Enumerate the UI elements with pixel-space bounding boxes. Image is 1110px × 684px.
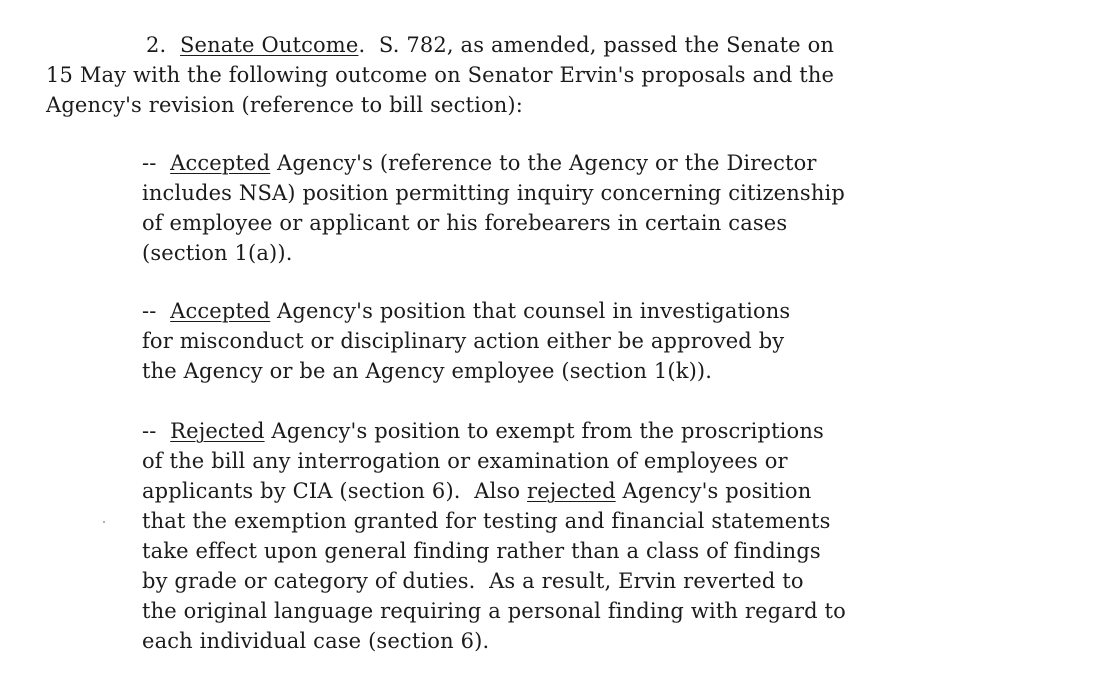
outcome-item-citizenship: [142, 148, 1042, 268]
outcome-item-counsel: [142, 296, 1042, 386]
item-line: each individual case (section 6).: [142, 629, 490, 653]
scan-speck: [103, 521, 105, 523]
item-line: of the bill any interrogation or examination of employees or: [142, 449, 788, 473]
intro-line-2: 15 May with the following outcome on Senator Ervin's proposals and the: [46, 63, 835, 87]
outcome-verb-secondary: rejected: [527, 479, 616, 503]
item-line: take effect upon general finding rather than a class of findings: [142, 539, 821, 563]
intro-line-3: Agency's revision (reference to bill section):: [46, 93, 523, 117]
item-line: of employee or applicant or his forebearers in certain cases: [142, 211, 788, 235]
item-line: [142, 296, 1042, 326]
item-dash: --: [142, 419, 157, 443]
item-line: [142, 416, 1042, 446]
outcome-verb: Accepted: [170, 299, 271, 323]
outcome-verb: Rejected: [170, 419, 265, 443]
item-text: applicants by CIA (section 6). Also: [142, 479, 527, 503]
intro-line-1-text: . S. 782, as amended, passed the Senate on: [358, 33, 835, 57]
intro-line-1: [46, 30, 1056, 60]
item-line: for misconduct or disciplinary action either be approved by: [142, 329, 785, 353]
item-text: Agency's (reference to the Agency or the Director: [270, 151, 817, 175]
item-line: by grade or category of duties. As a result, Ervin reverted to: [142, 569, 804, 593]
item-text: Agency's position that counsel in investigations: [270, 299, 791, 323]
paragraph-number: 2.: [146, 33, 167, 57]
item-line: [142, 148, 1042, 178]
section-heading: Senate Outcome: [180, 33, 359, 57]
item-line: includes NSA) position permitting inquiry concerning citizenship: [142, 181, 845, 205]
item-line: the original language requiring a personal finding with regard to: [142, 599, 846, 623]
item-line: (section 1(a)).: [142, 241, 293, 265]
item-dash: --: [142, 299, 157, 323]
item-line: [142, 476, 1042, 506]
outcome-verb: Accepted: [170, 151, 271, 175]
item-line: the Agency or be an Agency employee (section 1(k)).: [142, 359, 713, 383]
outcome-item-exemption: [142, 416, 1042, 656]
item-text: Agency's position to exempt from the proscriptions: [264, 419, 824, 443]
item-text: Agency's position: [615, 479, 812, 503]
intro-paragraph: [46, 30, 1056, 120]
item-dash: --: [142, 151, 157, 175]
item-line: that the exemption granted for testing and financial statements: [142, 509, 831, 533]
